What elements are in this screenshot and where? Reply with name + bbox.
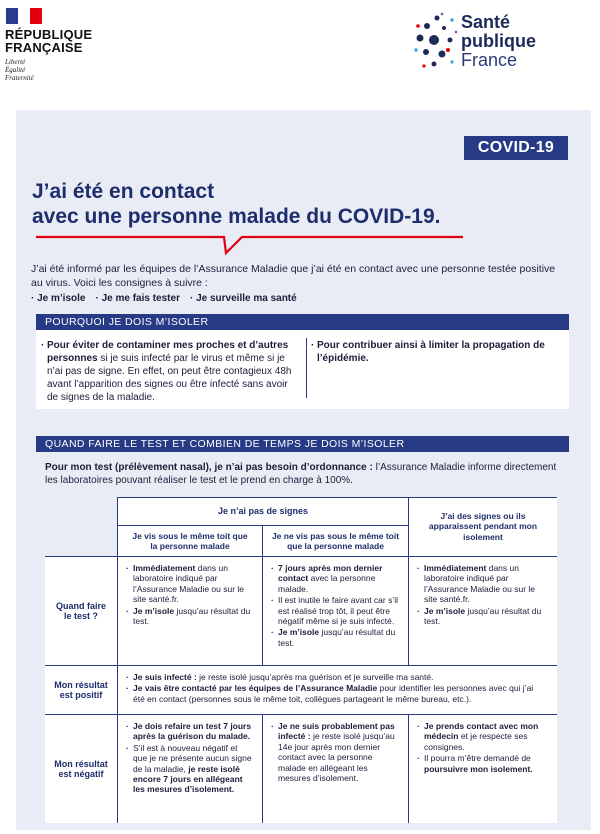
list-item [417, 753, 547, 774]
table-rule [45, 665, 557, 666]
table-rule [408, 497, 409, 665]
consigne-isole: · Je m’isole [31, 293, 85, 304]
title-line-1: J’ai été en contact [32, 180, 215, 203]
motto-fraternite: Fraternité [5, 74, 34, 82]
cell-text: dans un laboratoire indiqué par l’Assurance Maladie ou sur le site santé.fr. [133, 563, 245, 605]
cell-text: Je m’isole [133, 605, 175, 616]
list-item [271, 721, 398, 783]
why-reason-right: · Pour contribuer ainsi à limiter la propagation de l’épidémie. [317, 339, 557, 365]
table-row [263, 715, 408, 823]
title-speech-line-icon [36, 232, 463, 260]
cell-text: jusqu’au résultat du test. [133, 605, 251, 627]
title-line-2: avec une personne malade du COVID-19. [32, 205, 441, 228]
motto-liberte: Liberté [5, 58, 26, 66]
table-col-header-signs: J’ai des signes ou ils apparaissent pendant mon isolement [409, 497, 557, 556]
sante-publique-france-wordmark [461, 13, 536, 70]
spf-line-3: France [461, 50, 518, 70]
covid-badge: COVID-19 [464, 136, 568, 160]
consigne-test: · Je me fais tester [95, 293, 180, 304]
cell-text: dans un laboratoire indiqué par l’Assurance Maladie ou sur le site santé.fr. [424, 563, 536, 605]
cell-text: S’il est à nouveau négatif et que je ne présente aucun signe de la maladie, [133, 742, 252, 774]
table-rule [408, 714, 409, 823]
table-row-header-positive: Mon résultat est positif [45, 666, 117, 714]
list-item [417, 721, 547, 752]
table-col-header-other-roof: Je ne vis pas sous le même toit que la personne malade [263, 526, 408, 556]
list-item [417, 606, 547, 627]
why-separator [306, 338, 307, 398]
list-item [126, 672, 545, 682]
table-rule [262, 714, 263, 823]
cell-text: jusqu’au résultat du test. [278, 627, 396, 648]
cell-text: Je prends contact avec mon médecin [424, 721, 539, 742]
page-header [0, 0, 600, 103]
list-item [126, 743, 252, 795]
table-rule [118, 525, 408, 526]
cell-text: Il pourra m’être demandé de [424, 753, 531, 764]
list-item [417, 563, 547, 605]
table-row [118, 715, 262, 823]
cell-text: je reste isolé jusqu’au 14e jour après mon dernier contact avec la personne malade en allégeant les mesures d’isolement. [278, 731, 395, 784]
cell-text: je reste isolé jusqu’après ma guérison et je surveille ma santé. [196, 672, 434, 682]
cell-text: poursuivre mon isolement. [424, 763, 533, 774]
table-col-header-same-roof: Je vis sous le même toit que la personne malade [118, 526, 262, 556]
list-item [126, 563, 252, 605]
cell-text: et je respecte ses consignes. [424, 731, 528, 752]
list-item [271, 627, 398, 648]
spf-line-1: Santé [461, 12, 511, 32]
republic-motto [5, 58, 34, 82]
table-rule [262, 525, 263, 665]
table-row-header-negative: Mon résultat est négatif [45, 715, 117, 823]
cell-text: jusqu’au résultat du test. [424, 605, 542, 627]
table-row [118, 557, 262, 665]
cell-text: avec la personne malade. [278, 573, 376, 594]
table-row [409, 557, 557, 665]
cell-text: pour identifier les personnes avec qui j’ai été en contact (personnes sous le même toit, collègues partageant le même bureau, etc.). [133, 683, 534, 704]
table-row [409, 715, 557, 823]
spf-line-2: publique [461, 31, 536, 51]
table-row-header-when-test: Quand faire le test ? [45, 557, 117, 665]
page-title [32, 179, 482, 229]
test-isolation-table [45, 497, 557, 823]
republic-line-2: FRANÇAISE [5, 40, 83, 55]
table-rule [45, 556, 557, 557]
cell-text: Je m’isole [424, 605, 466, 616]
table-rule [117, 497, 118, 823]
table-row [118, 666, 557, 714]
consigne-sante: · Je surveille ma santé [190, 293, 297, 304]
why-left-rest: si je suis infecté par le virus et même si je n’ai pas de signe. En effet, on peut être contagieux 48h avant l’apparition des signes ou être infecté sans avoir de signes de la maladie. [47, 353, 292, 403]
test-intro-bold: Pour mon test (prélèvement nasal), je n’ai pas besoin d’ordonnance : [45, 462, 373, 473]
table-rule [118, 497, 557, 498]
test-intro-rest: l’Assurance Maladie informe directement les laboratoires pouvant réaliser le test et le prend en charge à 100%. [45, 462, 557, 486]
list-item [126, 721, 252, 742]
republic-line-1: RÉPUBLIQUE [5, 27, 93, 42]
list-item [271, 563, 398, 594]
why-isolate-box [36, 330, 569, 409]
test-intro-text [45, 461, 565, 487]
republic-name [5, 28, 92, 54]
table-group-header: Je n’ai pas de signes [118, 497, 408, 525]
cell-text: Je vais être contacté par les équipes de l’Assurance Maladie [133, 683, 378, 694]
section-why-isolate-heading: POURQUOI JE DOIS M’ISOLER [36, 314, 569, 330]
list-item [126, 606, 252, 627]
motto-egalite: Égalité [5, 66, 26, 74]
table-rule [45, 714, 557, 715]
french-flag-icon [6, 8, 42, 24]
table-row [263, 557, 408, 665]
cell-text: Je ne suis probablement pas infecté : [278, 721, 395, 742]
section-test-heading: QUAND FAIRE LE TEST ET COMBIEN DE TEMPS JE DOIS M’ISOLER [36, 436, 569, 452]
intro-text: J’ai été informé par les équipes de l’Assurance Maladie que j’ai été en contact avec une personne testée positive au virus. Voici les consignes à suivre : [31, 263, 556, 289]
cell-text: Immédiatement [424, 563, 487, 573]
consignes-list [31, 293, 561, 304]
why-reason-left [47, 339, 300, 404]
why-left-bold: Pour éviter de contaminer mes proches et d’autres personnes [47, 340, 289, 364]
cell-text: je reste isolé encore 7 jours en allégeant les mesures d’isolement. [133, 763, 243, 795]
cell-text: Je m’isole [278, 627, 320, 638]
cell-text: Je dois refaire un test 7 jours après la guérison du malade. [133, 721, 252, 742]
list-item [126, 683, 545, 704]
cell-text: 7 jours après mon dernier contact [278, 563, 383, 584]
list-item [271, 595, 398, 626]
cell-text: Il est inutile le faire avant car s’il est réalisé trop tôt, il peut être négatif même si je suis infecté. [278, 595, 398, 627]
cell-text: Je suis infecté : [133, 672, 197, 682]
cell-text: Immédiatement [133, 563, 196, 573]
